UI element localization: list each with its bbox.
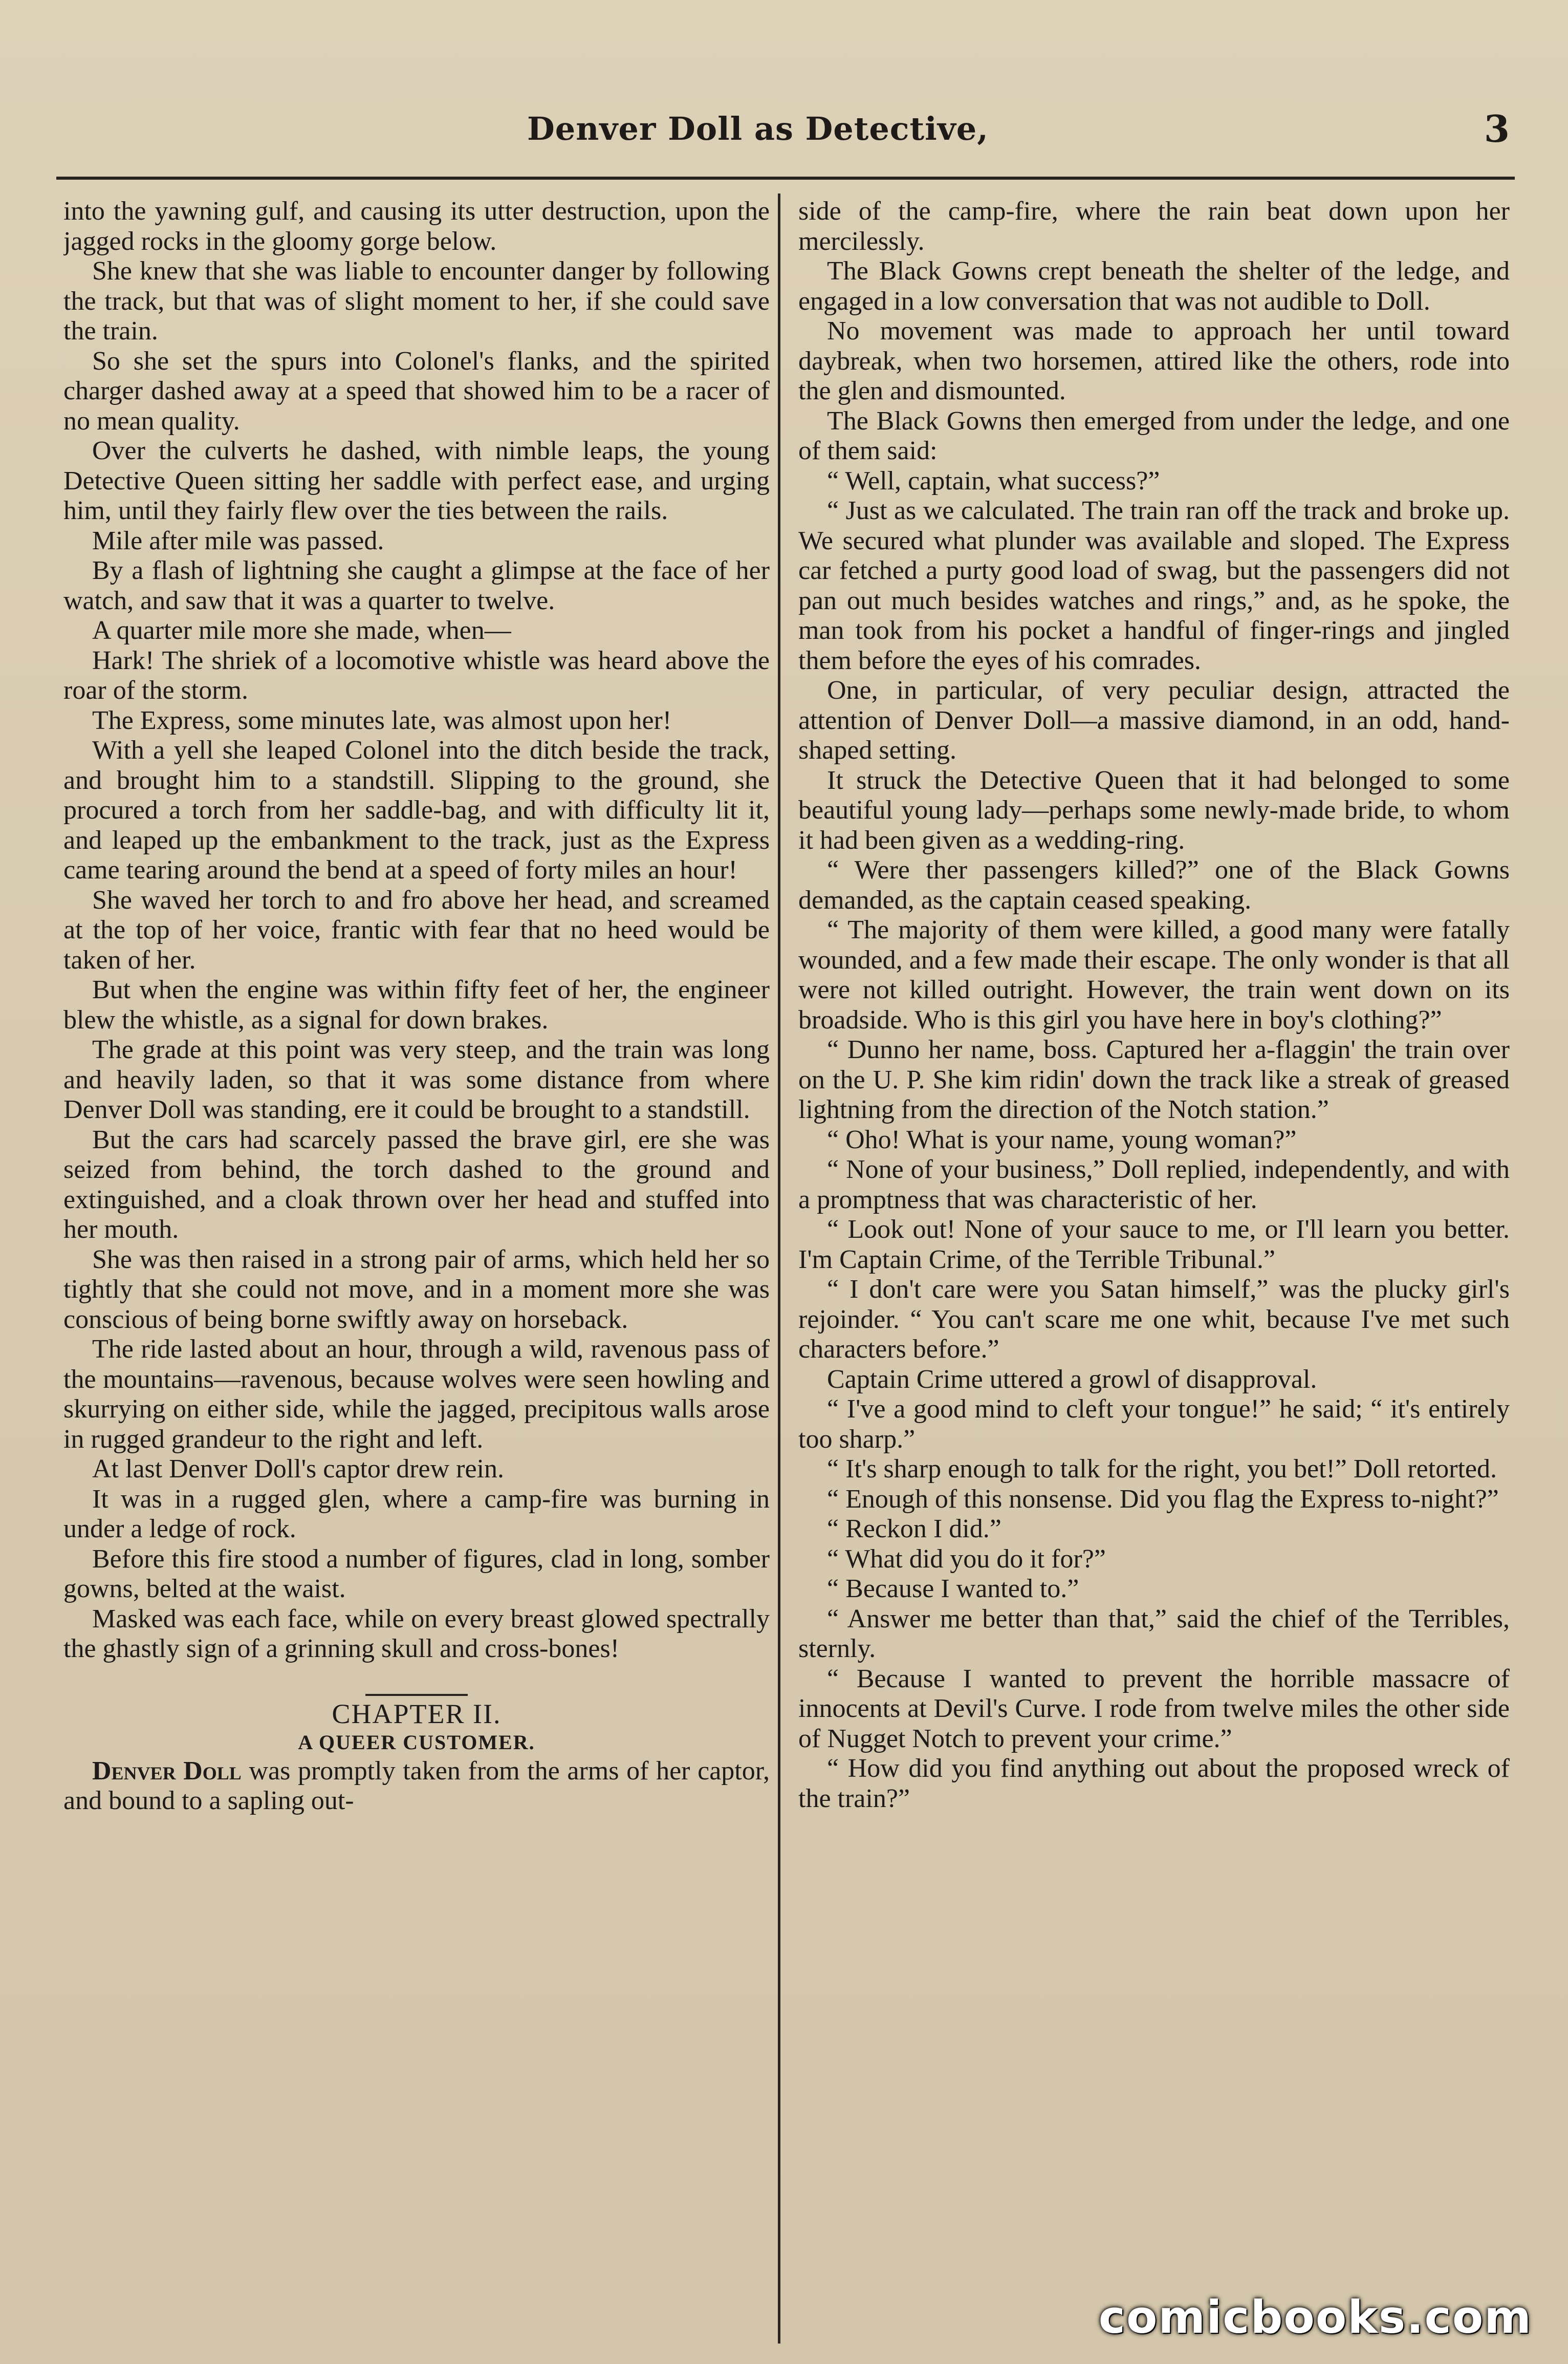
running-title: Denver Doll as Detective,: [527, 110, 989, 147]
dialogue-paragraph: “ Were ther passengers killed?” one of the Black Gowns demanded, as the captain ceased speaking.: [798, 855, 1510, 915]
paragraph: A quarter mile more she made, when—: [92, 616, 511, 645]
paragraph: The ride lasted about an hour, through a wild, ravenous pass of the mountains—ravenous, because wolves were seen howling and skurrying on either side, while the jagged, precipitous walls arose in rugged grandeur to the right and left.: [63, 1335, 770, 1454]
chapter-subtitle: A QUEER CUSTOMER.: [298, 1730, 535, 1754]
paragraph: One, in particular, of very peculiar design, attracted the attention of Denver Doll—a massive diamond, in an odd, hand-shaped setting.: [798, 676, 1510, 765]
dialogue-paragraph: “ I've a good mind to cleft your tongue!” he said; “ it's entirely too sharp.”: [798, 1394, 1510, 1454]
paragraph: Mile after mile was passed.: [92, 526, 384, 555]
right-column: [798, 197, 1510, 2347]
paragraph: Captain Crime uttered a growl of disapproval.: [827, 1364, 1317, 1394]
dialogue-paragraph: “ Well, captain, what success?”: [827, 466, 1160, 496]
header-rule: [56, 177, 1515, 180]
paragraph: Hark! The shriek of a locomotive whistle was heard above the roar of the storm.: [63, 646, 770, 705]
dialogue-paragraph: “ Look out! None of your sauce to me, or I'll learn you better. I'm Captain Crime, of the Terrible Tribunal.”: [798, 1215, 1510, 1274]
chapter-lead-words: Denver Doll: [92, 1756, 242, 1786]
paragraph: With a yell she leaped Colonel into the ditch beside the track, and brought him to a standstill. Slipping to the ground, she procured a torch from her saddle-bag, and with difficulty lit it, and leaped up the embankment to the track, just as the Express came tearing around the bend at a speed of forty miles an hour!: [63, 736, 770, 885]
paragraph: side of the camp-fire, where the rain beat down upon her mercilessly.: [798, 197, 1510, 256]
dialogue-paragraph: “ What did you do it for?”: [827, 1544, 1106, 1574]
paragraph: She was then raised in a strong pair of arms, which held her so tightly that she could not move, and in a moment more she was conscious of being borne swiftly away on horseback.: [63, 1244, 770, 1334]
paragraph: No movement was made to approach her until toward daybreak, when two horsemen, attired like the others, rode into the glen and dismounted.: [798, 316, 1510, 405]
site-watermark: comicbooks.com: [1098, 2291, 1532, 2344]
paragraph: But when the engine was within fifty feet of her, the engineer blew the whistle, as a signal for down brakes.: [63, 975, 770, 1035]
dialogue-paragraph: “ Dunno her name, boss. Captured her a-flaggin' the train over on the U. P. She kim ridin' down the track like a streak of greased lightning from the direction of the Notch station.”: [798, 1035, 1510, 1124]
paragraph: By a flash of lightning she caught a glimpse at the face of her watch, and saw that it was a quarter to twelve.: [63, 556, 770, 615]
paragraph: It was in a rugged glen, where a camp-fire was burning in under a ledge of rock.: [63, 1484, 770, 1543]
dialogue-paragraph: “ The majority of them were killed, a good many were fatally wounded, and a few made their escape. The only wonder is that all were not killed outright. However, the train went down on its broadside. Who is this girl you have here in boy's clothing?”: [798, 915, 1510, 1035]
page-header: [51, 105, 1520, 156]
paragraph: Masked was each face, while on every breast glowed spectrally the ghastly sign of a grinning skull and cross-bones!: [63, 1604, 770, 1663]
paragraph: The Express, some minutes late, was almost upon her!: [92, 705, 672, 735]
dialogue-paragraph: “ None of your business,” Doll replied, independently, and with a promptness that was characteristic of her.: [798, 1155, 1510, 1214]
paragraph: into the yawning gulf, and causing its utter destruction, upon the jagged rocks in the gloomy gorge below.: [63, 197, 770, 256]
dialogue-paragraph: “ Oho! What is your name, young woman?”: [827, 1125, 1297, 1154]
dialogue-paragraph: “ I don't care were you Satan himself,” was the plucky girl's rejoinder. “ You can't scare me one whit, because I've met such characters before.”: [798, 1275, 1510, 1364]
paragraph: The Black Gowns then emerged from under the ledge, and one of them said:: [798, 406, 1510, 465]
dialogue-paragraph: “ Answer me better than that,” said the chief of the Terribles, sternly.: [798, 1604, 1510, 1663]
paragraph: Before this fire stood a number of figures, clad in long, somber gowns, belted at the waist.: [63, 1544, 770, 1603]
dialogue-paragraph: “ It's sharp enough to talk for the right, you bet!” Doll retorted.: [827, 1454, 1497, 1484]
dialogue-paragraph: “ Because I wanted to.”: [827, 1574, 1079, 1603]
dialogue-paragraph: “ Just as we calculated. The train ran off the track and broke up. We secured what plunder was available and sloped. The Express car fetched a purty good load of swag, but the passengers did not pan out much besides watches and rings,” and, as he spoke, the man took from his pocket a handful of finger-rings and jingled them before the eyes of his comrades.: [798, 496, 1510, 675]
chapter-rule: [365, 1694, 468, 1696]
left-column: [63, 197, 770, 2347]
chapter-paragraph-text: was promptly taken from the arms of her captor, and bound to a sapling out-: [63, 1756, 770, 1815]
paragraph: But the cars had scarcely passed the brave girl, ere she was seized from behind, the torch dashed to the ground and extinguished, and a cloak thrown over her head and stuffed into her mouth.: [63, 1125, 770, 1244]
dialogue-paragraph: “ How did you find anything out about the proposed wreck of the train?”: [798, 1754, 1510, 1813]
dialogue-paragraph: “ Enough of this nonsense. Did you flag the Express to-night?”: [827, 1484, 1499, 1514]
chapter-opening-paragraph: [63, 1756, 770, 1816]
paragraph: So she set the spurs into Colonel's flanks, and the spirited charger dashed away at a speed that showed him to be a racer of no mean quality.: [63, 346, 770, 436]
dialogue-paragraph: “ Reckon I did.”: [827, 1514, 1001, 1543]
page-number: 3: [1484, 107, 1510, 151]
paragraph: At last Denver Doll's captor drew rein.: [92, 1454, 505, 1484]
paragraph: She waved her torch to and fro above her head, and screamed at the top of her voice, frantic with fear that no heed would be taken of her.: [63, 885, 770, 975]
chapter-heading: CHAPTER II.: [332, 1698, 502, 1729]
paragraph: She knew that she was liable to encounter danger by following the track, but that was of slight moment to her, if she could save the train.: [63, 256, 770, 346]
chapter-heading-block: [63, 1694, 770, 1756]
paragraph: The Black Gowns crept beneath the shelter of the ledge, and engaged in a low conversation that was not audible to Doll.: [798, 256, 1510, 316]
paragraph: It struck the Detective Queen that it had belonged to some beautiful young lady—perhaps some newly-made bride, to whom it had been given as a wedding-ring.: [798, 765, 1510, 855]
column-divider: [778, 194, 780, 2344]
paragraph: Over the culverts he dashed, with nimble leaps, the young Detective Queen sitting her saddle with perfect ease, and urging him, until they fairly flew over the ties between the rails.: [63, 436, 770, 525]
paragraph: The grade at this point was very steep, and the train was long and heavily laden, so that it was some distance from where Denver Doll was standing, ere it could be brought to a standstill.: [63, 1035, 770, 1124]
dialogue-paragraph: “ Because I wanted to prevent the horrible massacre of innocents at Devil's Curve. I rode from twelve miles the other side of Nugget Notch to prevent your crime.”: [798, 1664, 1510, 1753]
